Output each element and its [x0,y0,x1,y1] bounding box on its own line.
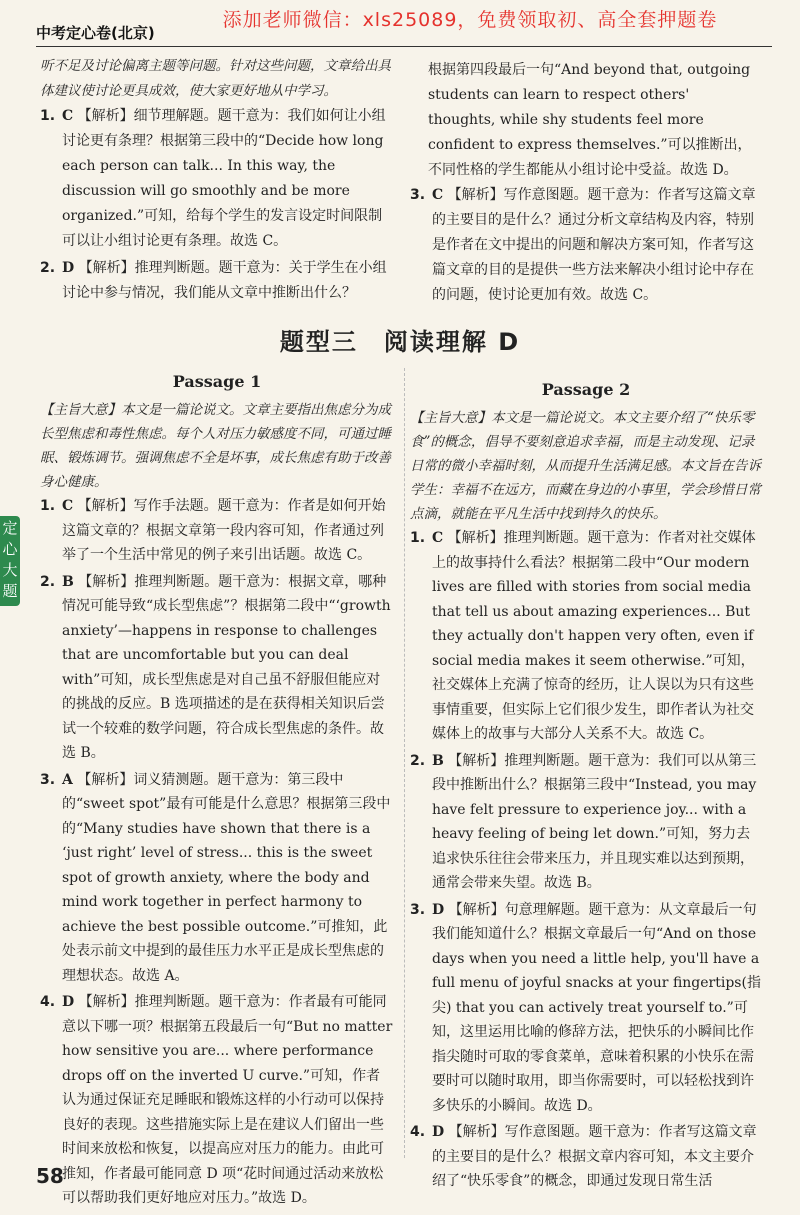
answer-item [410,898,762,1119]
answer-item [410,526,762,747]
answer-item [410,183,760,308]
answer-explanation: 【解析】细节理解题。题干意为：我们如何让小组讨论更有条理？根据第三段中的“Decide how long each person can talk... In this way, the discussion will go smoothly and be more organized.”可知，给每个学生的发言设定时间限制可以让小组讨论更有条理。故选 C。 [62,108,386,249]
answer-explanation: 【解析】推理判断题。题干意为：作者对社交媒体上的故事持什么看法？根据第二段中“Our modern lives are filled with stories from social media that tell us about amazing experiences... But they actually don't happen very often, even if social media makes it seem otherwise.”可知，社交媒体上充满了惊奇的经历，让人误以为只有这些事情重要，但实际上它们很少发生，即作者认为社交媒体上的故事与大部分人关系不大。故选 C。 [432,530,756,742]
top-left-column [40,54,394,308]
answer-letter: D [62,994,75,1010]
header-rule [36,46,772,47]
answer-letter: D [432,901,445,918]
answer-explanation: 【解析】句意理解题。题干意为：从文章最后一句我们能知道什么？根据文章最后一句“And on those days when you need a little help, you'll have a full menu of joyful snacks at your fingertips(指尖) that you can actively treat yourself to.”可知，这里运用比喻的修辞方法，把快乐的小瞬间比作指尖随时可取的零食菜单，意味着积累的小快乐在需要时可以随时取用，即当你需要时，可以轻松找到许多快乐的小瞬间。故选 D。 [432,901,761,1114]
passage-1-summary: 【主旨大意】本文是一篇论说文。文章主要指出焦虑分为成长型焦虑和毒性焦虑。每个人对压力敏感度不同，可通过睡眠、锻炼调节。强调焦虑不全是坏事，成长焦虑有助于改善身心健康。 [40,402,391,490]
top-right-column [410,58,760,310]
answer-letter: C [62,108,74,124]
passage-2-summary: 【主旨大意】本文是一篇论说文。本文主要介绍了“快乐零食”的概念，倡导不要刻意追求幸福，而是主动发现、记录日常的微小幸福时刻，从而提升生活满足感。本文旨在告诉学生：幸福不在远方，而藏在身边的小事里，学会珍惜日常点滴，就能在平凡生活中找到持久的快乐。 [410,410,761,522]
answer-explanation: 【解析】推理判断题。题干意为：我们可以从第三段中推断出什么？根据第三段中“Instead, you may have felt pressure to experience joy... with a heavy feeling of being let down.”可知，努力去追求快乐往往会带来压力，并且现实难以达到预期，通常会带来失望。故选 B。 [432,752,757,891]
answer-continuation: 根据第四段最后一句“And beyond that, outgoing students can learn to respect others' thoughts, while shy students feel more confident to express themselves.”可以推断出，不同性格的学生都能从小组讨论中受益。故选 D。 [428,62,752,178]
answer-letter: C [432,530,444,546]
previous-passage-intro: 听不足及讨论偏离主题等问题。针对这些问题，文章给出具体建议使讨论更具成效，使大家更好地从中学习。 [40,58,391,99]
question-number: 3. [410,901,426,918]
page-number: 58 [36,1164,64,1188]
passage-1-title: Passage 1 [172,372,262,391]
answer-item [40,990,394,1211]
answer-letter: B [62,573,74,590]
answer-item [410,749,762,896]
answer-explanation: 【解析】推理判断题。题干意为：关于学生在小组讨论中参与情况，我们能从文章中推断出什么？ [62,260,387,301]
side-tab: 定心大题 [0,516,20,606]
answer-explanation: 【解析】写作意图题。题干意为：作者写这篇文章的主要目的是什么？根据文章内容可知，本文主要介绍了“快乐零食”的概念，即通过发现日常生活 [432,1124,757,1189]
section-title: 题型三 阅读理解 D [279,328,521,356]
answer-explanation: 【解析】词义猜测题。题干意为：第三段中的“sweet spot”最有可能是什么意思？根据第三段中的“Many studies have shown that there is a ‘just right’ level of stress... this is the sweet spot of growth anxiety, where the body and mind work together in perfect harmony to achieve the best possible outcome.”可推知，此处表示前文中提到的最佳压力水平正是成长型焦虑的理想状态。故选 A。 [62,771,391,984]
page-header: 中考定心卷(北京) [36,24,155,42]
passage-1-column [40,364,394,1213]
answer-letter: C [62,498,74,514]
answer-letter: C [432,187,444,203]
answer-explanation: 【解析】写作手法题。题干意为：作者是如何开始这篇文章的？根据文章第一段内容可知，作者通过列举了一个生活中常见的例子来引出话题。故选 C。 [62,498,386,563]
question-number: 4. [40,994,56,1010]
answer-explanation: 【解析】推理判断题。题干意为：根据文章，哪种情况可能导致“成长型焦虑”？根据第二段中“‘growth anxiety’—happens in response to challenges that are uncomfortable but you can deal with”可知，成长型焦虑是对自己虽不舒服但能应对的挑战的反应。B 选项描述的是在获得相关知识后尝试一个较难的数学问题，符合成长型焦虑的条件。故选 B。 [62,573,391,761]
question-number: 2. [410,752,426,769]
watermark: 添加老师微信：xls25089，免费领取初、高全套押题卷 [222,9,718,31]
answer-letter: A [62,771,73,788]
answer-item [40,256,394,306]
question-number: 2. [40,260,56,276]
answer-item [410,1120,762,1194]
passage-2-title: Passage 2 [541,380,631,399]
question-number: 2. [40,573,56,590]
answer-item [40,570,394,766]
answer-explanation: 【解析】推理判断题。题干意为：作者最有可能同意以下哪一项？根据第五段最后一句“But no matter how sensitive you are... where performance drops off on the inverted U curve.”可知，作者认为通过保证充足睡眠和锻炼这样的小行动可以保持良好的表现。这些措施实际上是在建议人们留出一些时间来放松和恢复，以提高应对压力的能力。由此可推知，作者最可能同意 D 项“花时间通过活动来放松可以帮助我们更好地应对压力。”故选 D。 [62,994,393,1206]
question-number: 4. [410,1124,426,1140]
question-number: 1. [40,108,56,124]
answer-letter: B [432,752,444,769]
answer-explanation: 【解析】写作意图题。题干意为：作者写这篇文章的主要目的是什么？通过分析文章结构及内容，特别是作者在文中提出的问题和解决方案可知，作者写这篇文章的目的是提供一些方法来解决小组讨论中存在的问题，使讨论更加有效。故选 C。 [432,187,756,303]
answer-letter: D [432,1124,445,1140]
question-number: 1. [410,530,426,546]
answer-item [40,494,394,568]
question-number: 3. [40,771,56,788]
question-number: 1. [40,498,56,514]
question-number: 3. [410,187,426,203]
answer-item [40,768,394,989]
answer-letter: D [62,260,75,276]
column-divider [404,368,405,1158]
passage-2-column [410,372,762,1196]
answer-item [40,104,394,254]
